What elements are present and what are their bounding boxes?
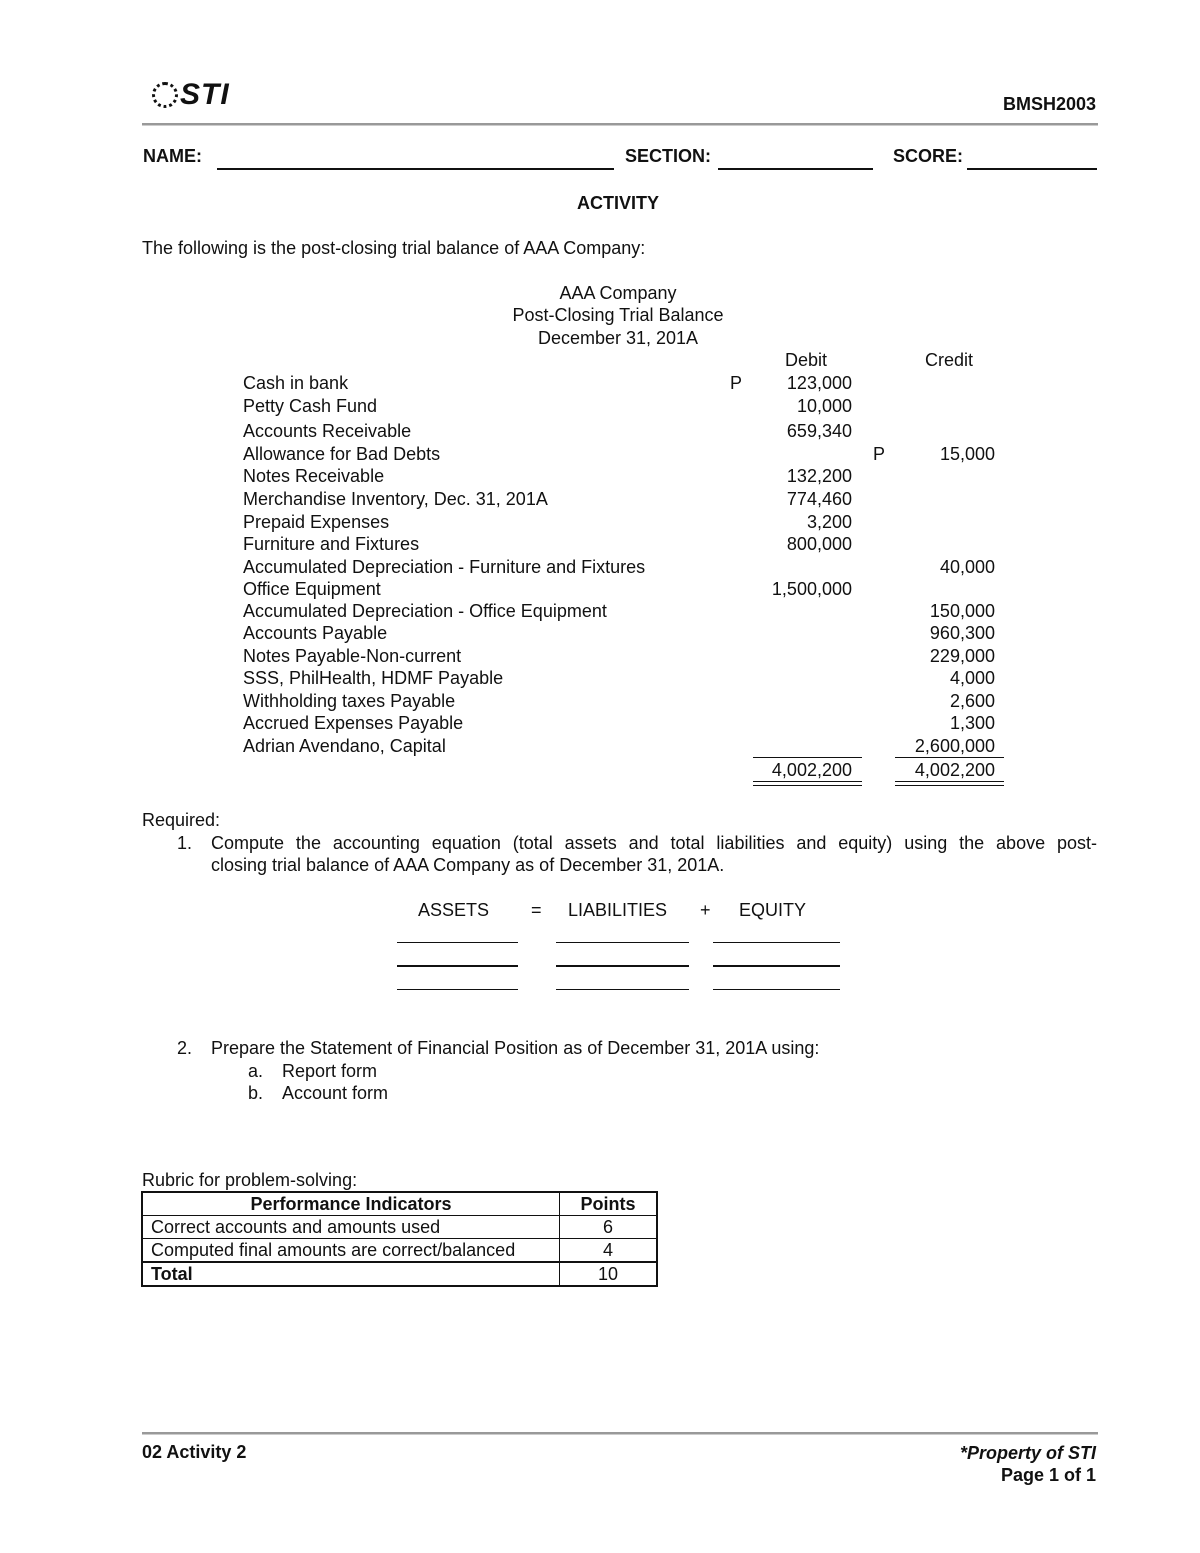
liabilities-blank-1[interactable] xyxy=(556,942,689,943)
item1-line2: closing trial balance of AAA Company as of December 31, 201A. xyxy=(211,855,725,875)
debit-amount: 659,340 xyxy=(786,421,852,441)
account-name: Accrued Expenses Payable xyxy=(243,713,464,733)
sub-a-text: Report form xyxy=(282,1061,378,1081)
rubric-points: 6 xyxy=(560,1216,658,1239)
table-row xyxy=(0,691,1200,713)
credit-amount: 15,000 xyxy=(939,444,995,464)
table-row xyxy=(0,444,1200,466)
debit-peso-sign: P xyxy=(730,373,743,393)
rubric-total-points: 10 xyxy=(560,1262,658,1286)
account-name: Accumulated Depreciation - Furniture and Fixtures xyxy=(243,557,646,577)
eq-equity: EQUITY xyxy=(739,900,807,920)
table-row xyxy=(0,601,1200,623)
table-row xyxy=(0,421,1200,443)
rubric-header-points: Points xyxy=(560,1192,658,1216)
account-name: Cash in bank xyxy=(243,373,349,393)
table-row xyxy=(0,579,1200,601)
rubric-total-label: Total xyxy=(142,1262,560,1286)
rubric-header-indicators: Performance Indicators xyxy=(142,1192,560,1216)
table-row xyxy=(0,489,1200,511)
account-name: Furniture and Fixtures xyxy=(243,534,420,554)
table-row xyxy=(0,736,1200,758)
credit-amount: 40,000 xyxy=(939,557,995,577)
liabilities-blank-2[interactable] xyxy=(556,965,689,967)
score-label: SCORE: xyxy=(893,146,964,166)
assets-blank-3[interactable] xyxy=(397,989,518,990)
account-name: Notes Receivable xyxy=(243,466,385,486)
table-row xyxy=(0,557,1200,579)
account-name: Withholding taxes Payable xyxy=(243,691,456,711)
table-row xyxy=(0,646,1200,668)
account-name: Notes Payable-Non-current xyxy=(243,646,462,666)
liabilities-blank-3[interactable] xyxy=(556,989,689,990)
tb-debit-header: Debit xyxy=(785,350,828,370)
credit-total-rule xyxy=(895,781,1004,786)
debit-amount: 132,200 xyxy=(786,466,852,486)
debit-amount: 800,000 xyxy=(786,534,852,554)
eq-equals: = xyxy=(531,900,542,920)
debit-amount: 123,000 xyxy=(786,373,852,393)
debit-total-rule xyxy=(753,781,862,786)
eq-plus: + xyxy=(700,900,711,920)
required-label: Required: xyxy=(142,810,221,830)
footer-right xyxy=(960,1442,1096,1486)
debit-amount: 10,000 xyxy=(796,396,852,416)
item1-number: 1. xyxy=(177,833,193,853)
account-name: Adrian Avendano, Capital xyxy=(243,736,446,756)
eq-liabilities: LIABILITIES xyxy=(568,900,668,920)
rubric-label: Rubric for problem-solving: xyxy=(142,1170,358,1190)
account-name: Merchandise Inventory, Dec. 31, 201A xyxy=(243,489,548,509)
account-name: Accumulated Depreciation - Office Equipment xyxy=(243,601,607,621)
credit-amount: 960,300 xyxy=(929,623,995,643)
equity-blank-3[interactable] xyxy=(713,989,840,990)
account-name: Office Equipment xyxy=(243,579,381,599)
assets-blank-2[interactable] xyxy=(397,965,518,967)
table-row xyxy=(142,1216,657,1239)
account-name: Accounts Receivable xyxy=(243,421,412,441)
table-row xyxy=(0,713,1200,735)
tb-company: AAA Company xyxy=(559,283,677,303)
credit-peso-sign: P xyxy=(873,444,886,464)
footer-doc-name: 02 Activity 2 xyxy=(142,1442,247,1462)
credit-amount: 2,600,000 xyxy=(914,736,995,756)
rubric-header-row xyxy=(142,1192,657,1216)
rubric-table xyxy=(141,1191,658,1287)
name-field[interactable] xyxy=(217,168,614,170)
footer-divider xyxy=(142,1432,1098,1435)
account-name: Petty Cash Fund xyxy=(243,396,378,416)
section-field[interactable] xyxy=(718,168,873,170)
table-row xyxy=(142,1239,657,1263)
page-title: ACTIVITY xyxy=(576,193,659,213)
globe-icon xyxy=(152,82,178,108)
debit-amount: 774,460 xyxy=(786,489,852,509)
footer-page: Page 1 of 1 xyxy=(1000,1465,1096,1485)
sti-logo xyxy=(152,78,230,112)
credit-amount: 150,000 xyxy=(929,601,995,621)
table-row xyxy=(0,668,1200,690)
credit-amount: 2,600 xyxy=(949,691,995,711)
total-credit: 4,002,200 xyxy=(914,760,995,780)
table-row xyxy=(0,534,1200,556)
total-debit: 4,002,200 xyxy=(771,760,852,780)
credit-subtotal-rule xyxy=(895,757,1004,758)
sub-a-number: a. xyxy=(248,1061,264,1081)
credit-amount: 1,300 xyxy=(949,713,995,733)
tb-date: December 31, 201A xyxy=(537,328,699,348)
table-row xyxy=(0,466,1200,488)
rubric-total-row xyxy=(142,1262,657,1286)
equity-blank-1[interactable] xyxy=(713,942,840,943)
table-row xyxy=(0,512,1200,534)
assets-blank-1[interactable] xyxy=(397,942,518,943)
item2-text: Prepare the Statement of Financial Position as of December 31, 201A using: xyxy=(211,1038,820,1058)
account-name: Prepaid Expenses xyxy=(243,512,390,532)
account-name: Accounts Payable xyxy=(243,623,388,643)
debit-amount: 1,500,000 xyxy=(771,579,852,599)
tb-credit-header: Credit xyxy=(925,350,974,370)
name-label: NAME: xyxy=(143,146,202,166)
rubric-points: 4 xyxy=(560,1239,658,1263)
rubric-indicator: Computed final amounts are correct/balanced xyxy=(142,1239,560,1263)
sub-b-number: b. xyxy=(248,1083,264,1103)
tb-report-name: Post-Closing Trial Balance xyxy=(512,305,724,325)
account-name: SSS, PhilHealth, HDMF Payable xyxy=(243,668,504,688)
debit-subtotal-rule xyxy=(753,757,862,758)
account-name: Allowance for Bad Debts xyxy=(243,444,441,464)
item1-line1: Compute the accounting equation (total assets and total liabilities and equity) using the above post- xyxy=(211,833,1097,853)
item2-number: 2. xyxy=(177,1038,193,1058)
score-field[interactable] xyxy=(967,168,1097,170)
header-divider xyxy=(142,123,1098,126)
table-row xyxy=(0,373,1200,395)
logo-text: STI xyxy=(180,78,230,111)
debit-amount: 3,200 xyxy=(806,512,852,532)
credit-amount: 4,000 xyxy=(949,668,995,688)
footer-property: *Property of STI xyxy=(959,1443,1096,1463)
section-label: SECTION: xyxy=(625,146,712,166)
sub-b-text: Account form xyxy=(282,1083,389,1103)
table-row xyxy=(0,396,1200,418)
rubric-indicator: Correct accounts and amounts used xyxy=(142,1216,560,1239)
eq-assets: ASSETS xyxy=(418,900,490,920)
intro-text: The following is the post-closing trial balance of AAA Company: xyxy=(142,238,646,258)
credit-amount: 229,000 xyxy=(929,646,995,666)
course-code: BMSH2003 xyxy=(1002,94,1096,114)
table-row xyxy=(0,623,1200,645)
equity-blank-2[interactable] xyxy=(713,965,840,967)
